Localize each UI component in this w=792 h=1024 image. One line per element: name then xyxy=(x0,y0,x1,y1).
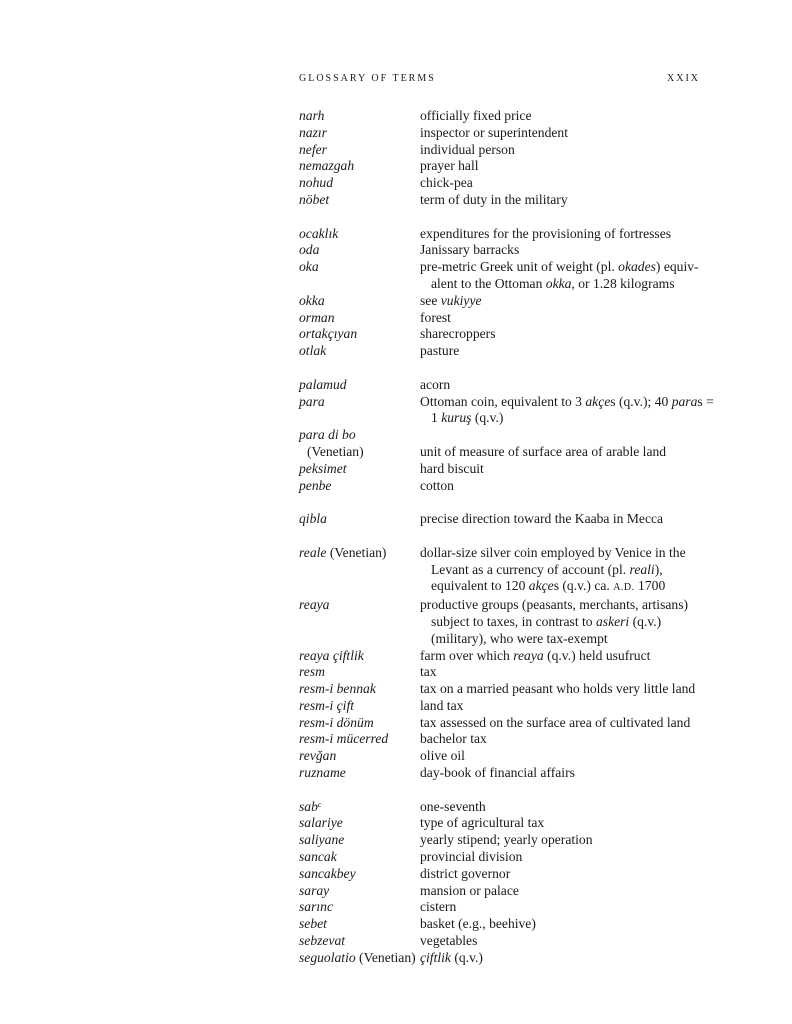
glossary-entry xyxy=(299,259,701,293)
glossary-term: resm-i mücerred xyxy=(299,731,389,747)
glossary-term: saliyane xyxy=(299,832,345,848)
glossary-term: para xyxy=(299,393,325,409)
glossary-definition: sharecroppers xyxy=(420,326,496,342)
glossary-definition: provincial division xyxy=(420,849,523,865)
glossary-entry xyxy=(299,731,701,748)
glossary-definition: dollar-size silver coin employed by Venice in the Levant as a currency of account (pl. reali), equivalent to 120 akçes (q.v.) ca. A.D. 1700 xyxy=(420,544,686,594)
glossary-definition: cistern xyxy=(420,899,457,915)
page-header-title: GLOSSARY OF TERMS xyxy=(299,73,436,84)
glossary-entry xyxy=(299,125,701,142)
glossary-term: sarınc xyxy=(299,899,333,915)
glossary-definition: officially fixed price xyxy=(420,108,532,123)
glossary-definition: çiftlik (q.v.) xyxy=(420,949,483,965)
glossary-definition: precise direction toward the Kaaba in Mecca xyxy=(420,511,664,527)
glossary-definition: district governor xyxy=(420,865,511,881)
glossary-term-note: (Venetian) xyxy=(307,443,364,459)
glossary-definition: farm over which reaya (q.v.) held usufruct xyxy=(420,647,651,663)
page-number: XXIX xyxy=(667,73,700,84)
glossary-list xyxy=(299,108,714,967)
glossary-entry xyxy=(299,326,701,343)
glossary-term: sancakbey xyxy=(299,865,356,881)
glossary-term: resm-i bennak xyxy=(299,681,376,697)
glossary-entry xyxy=(299,377,701,394)
glossary-term: penbe xyxy=(299,477,332,493)
glossary-definition: day-book of financial affairs xyxy=(420,765,575,781)
glossary-term: orman xyxy=(299,309,335,325)
glossary-term: okka xyxy=(299,292,325,308)
glossary-definition: yearly stipend; yearly operation xyxy=(420,832,593,848)
glossary-entry xyxy=(299,310,701,327)
glossary-term: nemazgah xyxy=(299,158,355,174)
glossary-definition: cotton xyxy=(420,477,454,493)
glossary-definition: term of duty in the military xyxy=(420,191,568,207)
glossary-entry xyxy=(299,511,701,528)
glossary-entry xyxy=(299,427,701,461)
glossary-definition: olive oil xyxy=(420,748,465,764)
glossary-definition: pre-metric Greek unit of weight (pl. okades) equiv- alent to the Ottoman okka, or 1.28 kilograms xyxy=(420,259,699,291)
glossary-entry xyxy=(299,799,701,816)
glossary-entry xyxy=(299,158,701,175)
glossary-term: seguolatio (Venetian) xyxy=(299,949,416,965)
glossary-entry xyxy=(299,748,701,765)
glossary-definition: one-seventh xyxy=(420,798,486,814)
glossary-entry xyxy=(299,142,701,159)
glossary-entry xyxy=(299,866,701,883)
glossary-entry xyxy=(299,192,701,209)
glossary-term: salariye xyxy=(299,815,343,831)
glossary-definition: forest xyxy=(420,309,451,325)
glossary-entry xyxy=(299,648,701,665)
glossary-term: nazır xyxy=(299,124,327,140)
glossary-entry xyxy=(299,175,701,192)
glossary-entry xyxy=(299,293,701,310)
glossary-entry xyxy=(299,933,701,950)
glossary-term: saray xyxy=(299,882,330,898)
glossary-definition: unit of measure of surface area of arable land xyxy=(420,443,667,459)
glossary-term: otlak xyxy=(299,343,327,359)
glossary-term: sancak xyxy=(299,849,337,865)
glossary-definition: type of agricultural tax xyxy=(420,815,545,831)
glossary-term: oka xyxy=(299,259,319,275)
glossary-term: narh xyxy=(299,108,325,123)
glossary-term: nefer xyxy=(299,141,327,157)
glossary-entry xyxy=(299,832,701,849)
glossary-term: ortakçıyan xyxy=(299,326,358,342)
glossary-term: reale (Venetian) xyxy=(299,544,387,560)
glossary-entry xyxy=(299,950,701,967)
glossary-entry xyxy=(299,765,701,782)
running-header xyxy=(299,73,700,84)
glossary-entry xyxy=(299,849,701,866)
glossary-term: sebzevat xyxy=(299,933,346,949)
glossary-entry xyxy=(299,664,701,681)
glossary-term: nohud xyxy=(299,175,333,191)
glossary-term: sebet xyxy=(299,916,327,932)
glossary-definition: vegetables xyxy=(420,933,478,949)
glossary-definition: tax on a married peasant who holds very little land xyxy=(420,681,696,697)
glossary-term: nöbet xyxy=(299,191,330,207)
glossary-entry xyxy=(299,815,701,832)
glossary-term: resm xyxy=(299,664,325,680)
glossary-term: revğan xyxy=(299,748,337,764)
glossary-definition: pasture xyxy=(420,343,460,359)
glossary-definition: basket (e.g., beehive) xyxy=(420,916,536,932)
glossary-definition: acorn xyxy=(420,376,451,392)
glossary-term: oda xyxy=(299,242,320,258)
glossary-definition: tax xyxy=(420,664,437,680)
glossary-definition: individual person xyxy=(420,141,515,157)
glossary-entry xyxy=(299,681,701,698)
glossary-term: resm-i çift xyxy=(299,697,354,713)
glossary-entry xyxy=(299,478,701,495)
glossary-term: qibla xyxy=(299,511,327,527)
glossary-term: peksimet xyxy=(299,460,347,476)
glossary-entry xyxy=(299,916,701,933)
glossary-term: palamud xyxy=(299,376,347,392)
glossary-entry xyxy=(299,545,701,597)
glossary-definition: see vukiyye xyxy=(420,292,482,308)
glossary-entry xyxy=(299,343,701,360)
glossary-definition: Ottoman coin, equivalent to 3 akçes (q.v.); 40 paras = 1 kuruş (q.v.) xyxy=(420,393,714,426)
glossary-definition: chick-pea xyxy=(420,175,473,191)
glossary-entry xyxy=(299,226,701,243)
glossary-entry xyxy=(299,242,701,259)
glossary-term: ruzname xyxy=(299,765,346,781)
glossary-definition: expenditures for the provisioning of fortresses xyxy=(420,225,672,241)
glossary-definition: Janissary barracks xyxy=(420,242,520,258)
glossary-definition: mansion or palace xyxy=(420,882,519,898)
glossary-term: reaya çiftlik xyxy=(299,647,364,663)
glossary-entry xyxy=(299,108,701,125)
glossary-term: sab$^c$ xyxy=(299,798,322,814)
glossary-definition: bachelor tax xyxy=(420,731,487,747)
glossary-entry xyxy=(299,883,701,900)
glossary-definition: tax assessed on the surface area of cultivated land xyxy=(420,714,691,730)
glossary-definition: inspector or superintendent xyxy=(420,124,568,140)
glossary-entry xyxy=(299,393,714,428)
glossary-term: reaya xyxy=(299,597,330,613)
glossary-entry xyxy=(299,899,701,916)
glossary-entry xyxy=(299,597,701,647)
glossary-entry xyxy=(299,715,701,732)
glossary-term: resm-i dönüm xyxy=(299,714,374,730)
glossary-term: ocaklık xyxy=(299,225,339,241)
glossary-definition: productive groups (peasants, merchants, artisans) subject to taxes, in contrast to askeri (q.v.) (military), who were tax-exempt xyxy=(420,597,689,646)
glossary-entry xyxy=(299,461,701,478)
glossary-definition: prayer hall xyxy=(420,158,479,174)
glossary-term: para di bo xyxy=(299,427,356,443)
glossary-entry xyxy=(299,698,701,715)
glossary-definition: hard biscuit xyxy=(420,460,484,476)
glossary-definition: land tax xyxy=(420,697,464,713)
